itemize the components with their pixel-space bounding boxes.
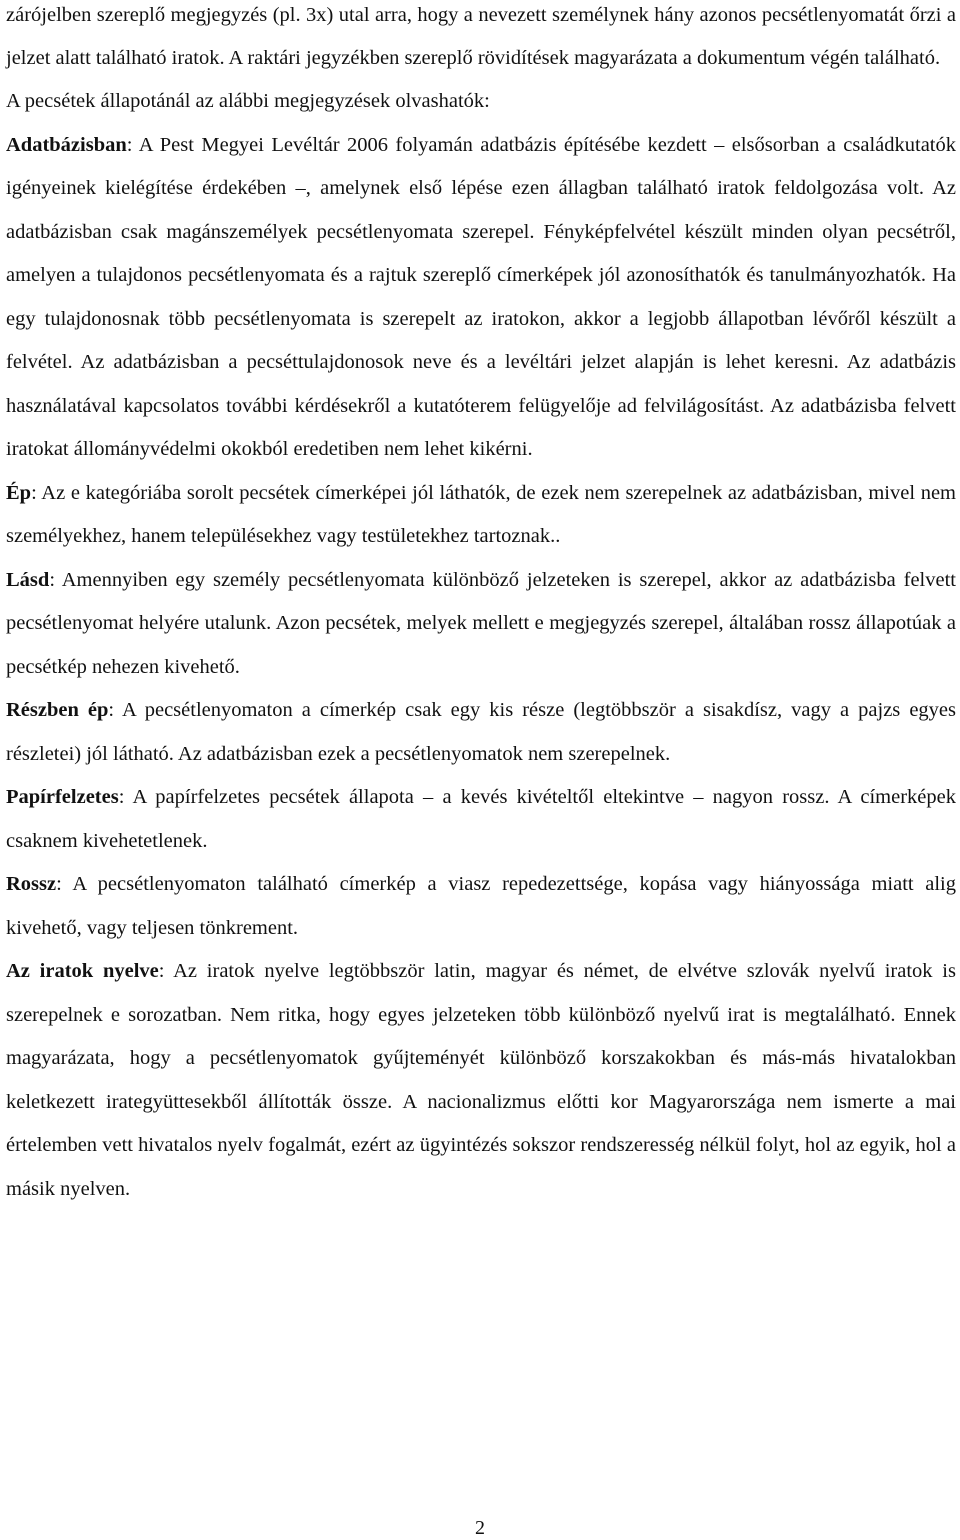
entry-rossz [6,863,956,950]
page-number: 2 [475,1517,485,1539]
entry-term: Rossz [6,873,57,895]
entry-ep [6,472,956,559]
entry-reszben-ep [6,689,956,776]
entry-term: Részben ép [6,699,109,721]
intro-paragraph: zárójelben szereplő megjegyzés (pl. 3x) utal arra, hogy a nevezett személynek hány azonos pecsétlenyomatát őrzi a jelzet alatt található iratok. A raktári jegyzékben szereplő rövidítések magyarázata a dokumentum végén található. [6,4,956,69]
entry-text: : Az e kategóriába sorolt pecsétek címerképei jól láthatók, de ezek nem szerepelnek az adatbázisban, mivel nem személyekhez, hanem településekhez vagy testületekhez tartoznak.. [6,481,956,547]
entry-papirfelzetes [6,776,956,863]
entry-iratok-nyelve [6,950,956,1211]
entry-term: Lásd [6,568,50,591]
entry-text: : A pecsétlenyomaton található címerkép a viasz repedezettsége, kopása vagy hiányossága miatt alig kivehető, vagy teljesen tönkrement. [6,873,956,939]
entry-term: Ép [6,481,32,504]
entry-text: : A Pest Megyei Levéltár 2006 folyamán adatbázis építésébe kezdett – elsősorban a családkutatók igényeinek kielégítése érdekében –, amelynek első lépése ezen állagban található iratok feldolgozása volt. Az adatbázisban csak magánszemélyek pecsétlenyomata szerepel. Fényképfelvétel készült minden olyan pecsétről, amelyen a tulajdonos pecsétlenyomata és a rajtuk szereplő címerképek jól azonosíthatók és tanulmányozhatók. Ha egy tulajdonosnak több pecsétlenyomata is szerepelt az iratokon, akkor a legjobb állapotban lévőről készült a felvétel. Az adatbázisban a pecséttulajdonosok neve és a levéltári jelzet alapján is lehet keresni. Az adatbázis használatával kapcsolatos további kérdésekről a kutatóterem felügyelője ad felvilágosítást. Az adatbázisba felvett iratokat állományvédelmi okokból eredetiben nem lehet kikérni. [6,133,956,460]
entry-text: : A pecsétlenyomaton a címerkép csak egy kis része (legtöbbször a sisakdísz, vagy a pajzs egyes részletei) jól látható. Az adatbázisban ezek a pecsétlenyomatok nem szerepelnek. [6,699,956,765]
entry-term: Papírfelzetes [6,786,119,808]
entry-adatbazisban [6,124,956,472]
entry-term: Adatbázisban [6,133,127,156]
document-page [6,0,956,1211]
entry-term: Az iratok nyelve [6,960,159,982]
entry-lasd [6,559,956,690]
entry-text: : A papírfelzetes pecsétek állapota – a kevés kivételtől eltekintve – nagyon rossz. A címerképek csaknem kivehetetlenek. [6,786,956,852]
notes-intro-paragraph: A pecsétek állapotánál az alábbi megjegyzések olvashatók: [6,90,490,112]
entry-text: : Amennyiben egy személy pecsétlenyomata különböző jelzeteken is szerepel, akkor az adatbázisba felvett pecsétlenyomat helyére utalunk. Azon pecsétek, melyek mellett e megjegyzés szerepel, általában rossz állapotúak a pecsétkép nehezen kivehető. [6,568,956,678]
entry-text: : Az iratok nyelve legtöbbször latin, magyar és német, de elvétve szlovák nyelvű iratok is szerepelnek e sorozatban. Nem ritka, hogy egyes jelzeteken több különböző nyelvű irat is megtalálható. Ennek magyarázata, hogy a pecsétlenyomatok gyűjteményét különböző korszakokban és más-más hivatalokban keletkezett irategyüttesekből állították össze. A nacionalizmus előtti kor Magyarországa nem ismerte a mai értelemben vett hivatalos nyelv fogalmát, ezért az ügyintézés sokszor rendszeresség nélkül folyt, hol az egyik, hol a másik nyelven. [6,960,956,1200]
